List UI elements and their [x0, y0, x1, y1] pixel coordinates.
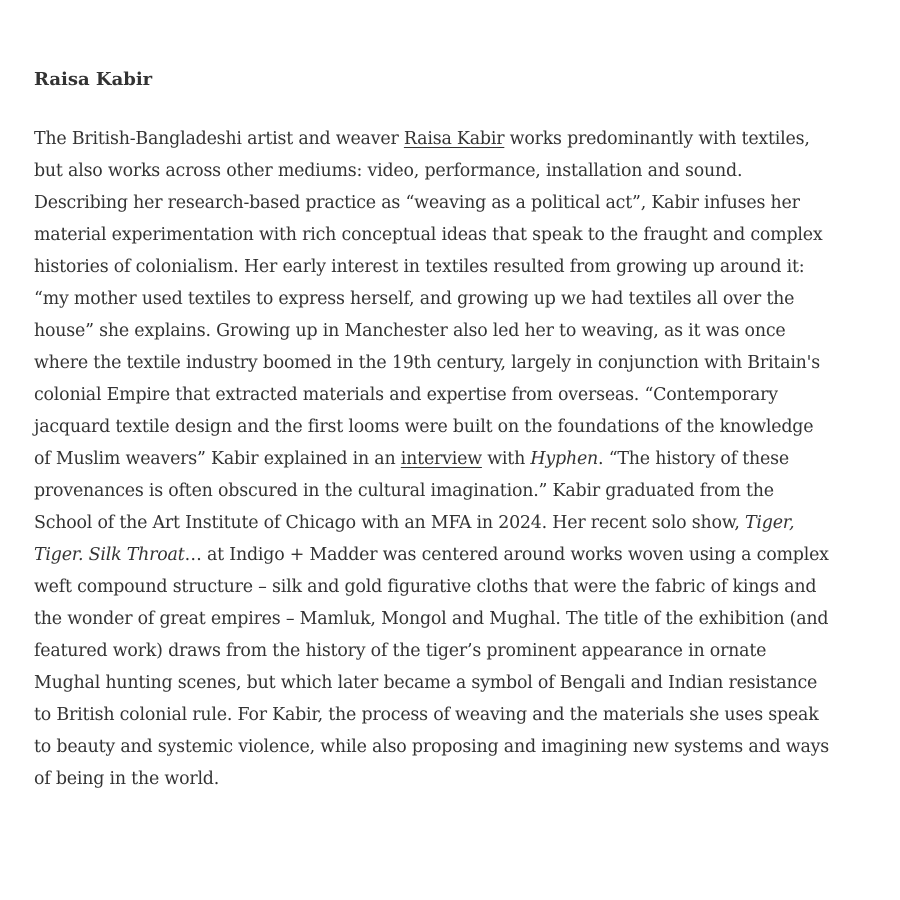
bio-text-body: works predominantly with textiles, but also works across other mediums: video, performance, installation and sound. Describing her research-based practice as “weaving as a political act”, Kabir infuses her material experimentation with rich conceptual ideas that speak to the fraught and complex histories of colonialism. Her early interest in textiles resulted from growing up around it: “my mother used textiles to express herself, and growing up we had textiles all over the house” she explains. Growing up in Manchester also led her to weaving, as it was once where the textile industry boomed in the 19th century, largely in conjunction with Britain's colonial Empire that extracted materials and expertise from overseas. “Contemporary jacquard textile design and the first looms were built on the foundations of the knowledge of Muslim weavers” Kabir explained in an: [34, 129, 823, 469]
artist-bio-section: [34, 64, 834, 795]
bio-text-closing: … at Indigo + Madder was centered around works woven using a complex weft compound structure – silk and gold figurative cloths that were the fabric of kings and the wonder of great empires – Mamluk, Mongol and Mughal. The title of the exhibition (and featured work) draws from the history of the tiger’s prominent appearance in ornate Mughal hunting scenes, but which later became a symbol of Bengali and Indian resistance to British colonial rule. For Kabir, the process of weaving and the materials she uses speak to beauty and systemic violence, while also proposing and imagining new systems and ways of being in the world.: [34, 545, 829, 789]
bio-text-middle: . “The history of these provenances is often obscured in the cultural imagination.” Kabir graduated from the School of the Art Institute of Chicago with an MFA in 2024. Her recent solo show,: [34, 449, 789, 533]
artist-bio-paragraph: [34, 123, 834, 795]
artist-profile-link[interactable]: Raisa Kabir: [403, 129, 505, 149]
bio-text-intro: The British-Bangladeshi artist and weaver: [34, 129, 404, 149]
artist-name-heading: Raisa Kabir: [34, 69, 153, 90]
interview-link[interactable]: interview: [400, 449, 482, 469]
publication-title: Hyphen: [530, 449, 599, 469]
exhibition-title: Tiger, Tiger. Silk Throat: [34, 513, 795, 565]
bio-text-with: with: [481, 449, 531, 469]
